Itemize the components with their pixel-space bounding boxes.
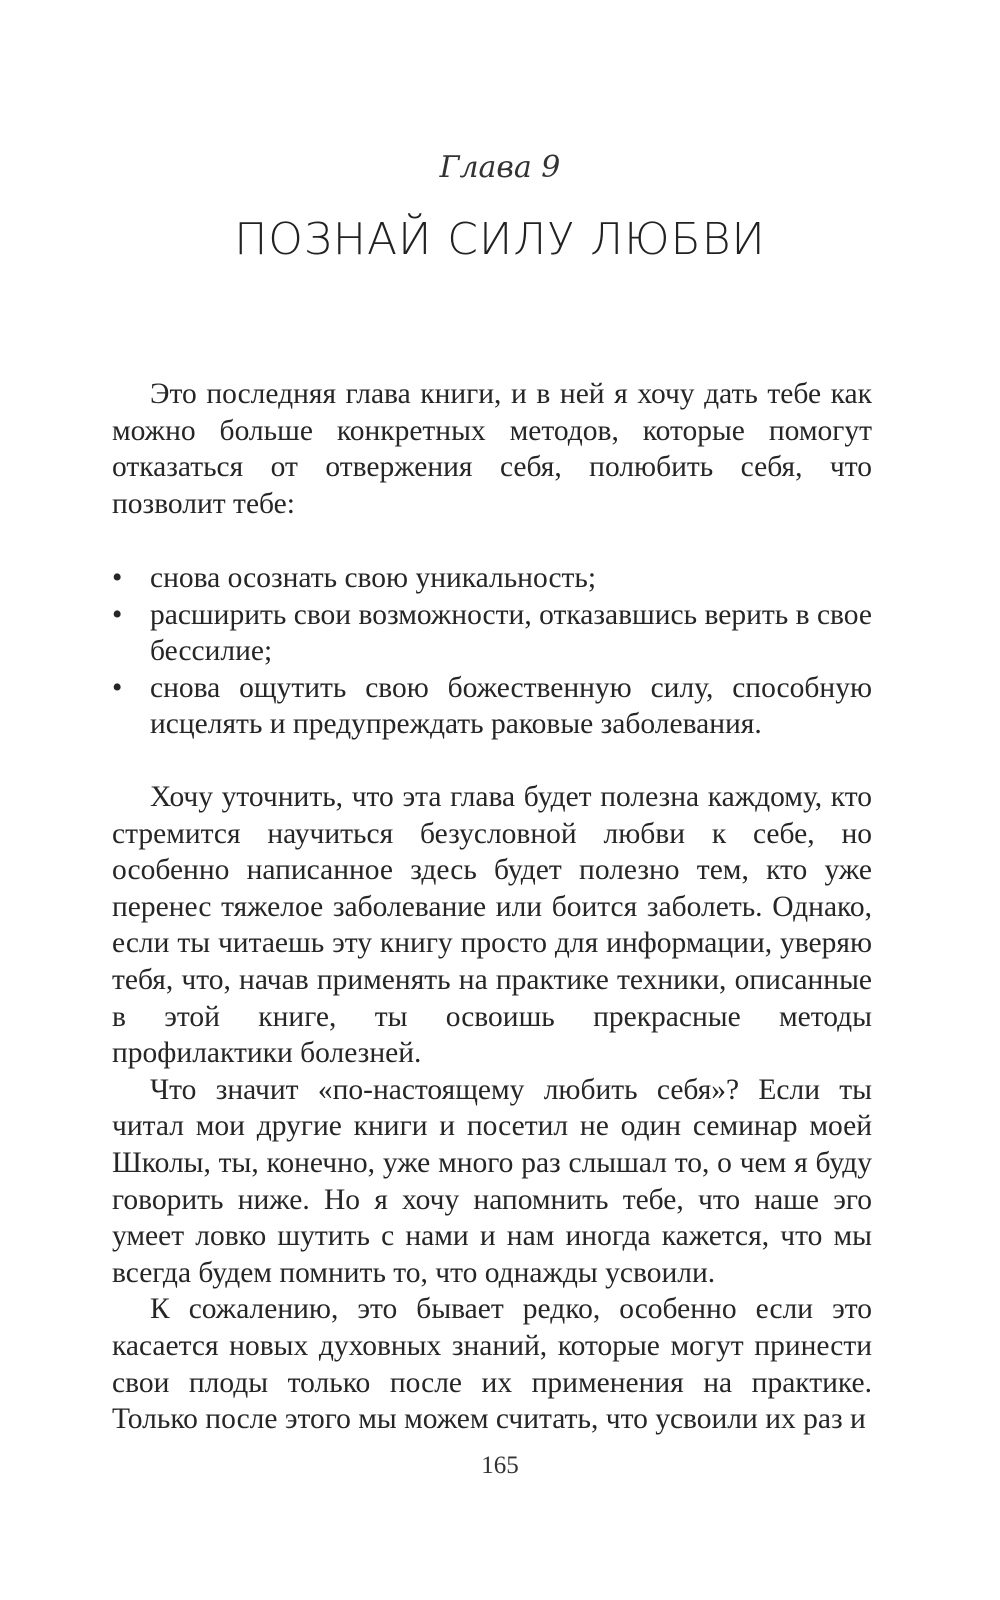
chapter-label: Глава 9 <box>439 150 561 185</box>
bullet-text: расширить свои возможности, отказавшись верить в свое бессилие; <box>150 598 872 668</box>
bullet-icon: • <box>112 671 123 704</box>
bullet-item <box>112 560 872 597</box>
bullet-text: снова ощутить свою божественную силу, способную исцелять и предупреждать раковые заболевания. <box>150 671 872 741</box>
intro-block <box>112 376 872 522</box>
chapter-title: ПОЗНАЙ СИЛУ ЛЮБВИ <box>234 214 766 265</box>
body-paragraph: К сожалению, это бывает редко, особенно если это касается новых духовных знаний, которые могут принести свои плоды только после их применения на практике. Только после этого мы можем считать, что усвоили их раз и <box>112 1293 872 1436</box>
bullet-icon: • <box>112 598 123 631</box>
bullet-icon: • <box>112 562 123 594</box>
bullet-list-block <box>112 560 872 743</box>
intro-paragraph: Это последняя глава книги, и в ней я хочу дать тебе как можно больше конкретных методов, которые помогут отказаться от отвержения себя, полюбить себя, что позволит тебе: <box>112 378 872 520</box>
bullet-item <box>112 670 872 743</box>
bullet-text: снова осознать свою уникальность; <box>150 562 597 594</box>
bullet-list <box>112 560 872 743</box>
bullet-item <box>112 597 872 670</box>
page-number: 165 <box>481 1452 519 1479</box>
body-paragraph: Хочу уточнить, что эта глава будет полезна каждому, кто стремится научиться безусловной любви к себе, но особенно написанное здесь будет полезно тем, кто уже перенес тяжелое заболевание или боится заболеть. Однако, если ты читаешь эту книгу просто для информации, уверяю тебя, что, начав применять на практике техники, описанные в этой книге, ты освоишь прекрасные методы профилактики болезней. <box>112 781 872 1070</box>
body-paragraph: Что значит «по-настоящему любить себя»? Если ты читал мои другие книги и посетил не один семинар моей Школы, ты, конечно, уже много раз слышал то, о чем я буду говорить ниже. Но я хочу напомнить тебе, что наше эго умеет ловко шутить с нами и нам иногда кажется, что мы всегда будем помнить то, что однажды усвоили. <box>112 1073 872 1289</box>
main-text-block <box>112 779 872 1438</box>
